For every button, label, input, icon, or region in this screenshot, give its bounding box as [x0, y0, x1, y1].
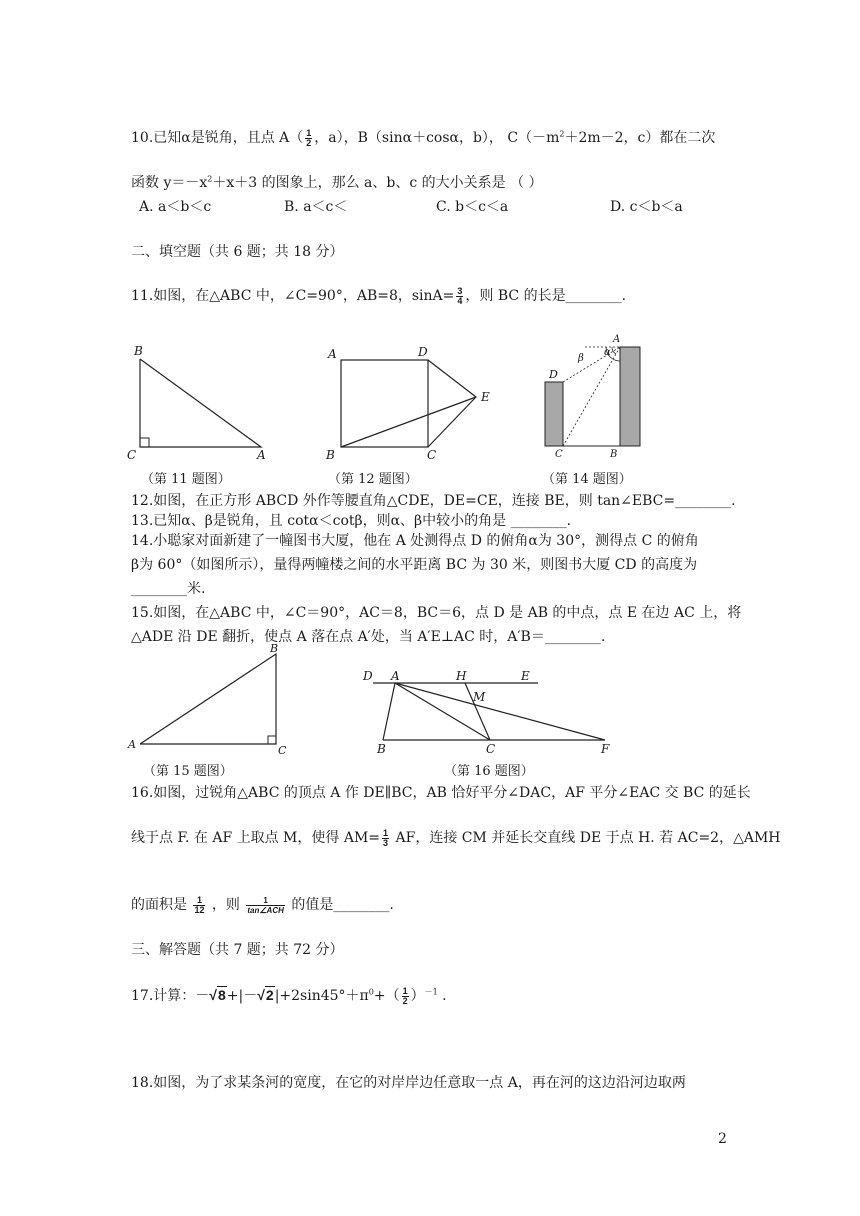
label-A: A — [391, 669, 400, 683]
q12-text: 12.如图，在正方形 ABCD 外作等腰直角△CDE，DE=CE，连接 BE，则 tan∠EBC=________. — [131, 493, 736, 509]
q16-line3: 的面积是 $\frac{1}{12}$ ，则 $\frac{1}{\text{tan∠ACH}}$ 的值是________. — [131, 894, 394, 915]
label-A: A — [128, 738, 136, 751]
label-C: C — [278, 744, 287, 757]
label-A: A — [257, 448, 266, 462]
square-root: √2 — [257, 987, 274, 1003]
label-M: M — [473, 690, 486, 704]
label-B: B — [326, 448, 335, 462]
fraction: $\frac{1}{\text{tan∠ACH}}$ — [247, 895, 284, 915]
label-C: C — [486, 742, 496, 756]
q10-option-c: C. b＜c＜a — [436, 199, 509, 215]
q10-option-b: B. a＜c＜ — [284, 199, 348, 215]
q17-text: 17.计算：$-√8+|-√2|+2\sin 45^\circ+\pi^0+$（ $\frac{1}{2}$ ）$^{-1}$ . — [131, 985, 447, 1006]
q10-option-d: D. c＜b＜a — [610, 199, 683, 215]
fraction: $\frac{1}{2}$ — [306, 127, 312, 148]
figure-12-caption: （第 12 题图） — [328, 472, 418, 487]
q15-line2: △ADE 沿 DE 翻折，使点 A 落在点 A′处，当 A′E⊥AC 时，A′B＝________. — [131, 629, 606, 645]
label-B: B — [134, 344, 143, 358]
section-title: 二、填空题（共 6 题；共 18 分） — [131, 244, 344, 260]
figure-15 — [125, 640, 300, 765]
label-D: D — [363, 669, 373, 683]
figure-11 — [125, 340, 275, 465]
label-C: C — [427, 448, 437, 462]
q10-line1: 10.已知α是锐角，且点 A（ $\frac{1}{2}$ ，a），B（sinα＋cosα，b）， $C(-m^2+2m-2$，c）都在二次 — [131, 127, 716, 148]
q14-line1: 14.小聪家对面新建了一幢图书大厦，他在 A 处测得点 D 的俯角α为 30°，测得点 C 的俯角 — [131, 533, 699, 549]
label-B: B — [610, 449, 618, 460]
q10-option-a: A. a＜b＜c — [139, 199, 212, 215]
q15-line1: 15.如图，在△ABC 中，∠C＝90°，AC＝8，BC＝6，点 D 是 AB 的中点，点 E 在边 AC 上，将 — [131, 605, 742, 621]
q14-line3: ________米. — [131, 581, 206, 597]
label-B: B — [377, 742, 386, 756]
q11-text: 11.如图，在△ABC 中，∠C=90°，AB=8，sinA= $\frac{3}{4}$ ，则 BC 的长是________. — [131, 285, 627, 306]
figure-15-caption: （第 15 题图） — [143, 764, 233, 779]
label-A: A — [328, 347, 337, 361]
figure-12 — [322, 340, 502, 465]
q13-text: 13.已知α、β是锐角，且 cotα＜cotβ，则α、β中较小的角是 ________. — [131, 513, 572, 529]
figure-16 — [360, 665, 620, 760]
label-C: C — [127, 448, 137, 462]
q16-line1: 16.如图，过锐角△ABC 的顶点 A 作 DE∥BC，AB 恰好平分∠DAC，AF 平分∠EAC 交 BC 的延长 — [131, 785, 751, 801]
label-B: B — [270, 642, 279, 655]
figure-14-caption: （第 14 题图） — [542, 472, 632, 487]
label-F: F — [601, 742, 610, 756]
figure-16-caption: （第 16 题图） — [444, 764, 534, 779]
fraction: $\frac{1}{3}$ — [383, 827, 389, 848]
label-C: C — [555, 449, 563, 460]
q14-line2: β为 60°（如图所示），量得两幢楼之间的水平距离 BC 为 30 米，则图书大厦 CD 的高度为 — [131, 557, 698, 573]
figure-14 — [540, 330, 660, 465]
fraction: $\frac{3}{4}$ — [457, 285, 463, 306]
fraction: $\frac{1}{12}$ — [194, 894, 205, 915]
label-H: H — [456, 669, 467, 683]
q16-line2: 线于点 F. 在 AF 上取点 M，使得 AM= $\frac{1}{3}$ AF，连接 CM 并延长交直线 DE 于点 H. 若 AC=2，△AMH — [131, 827, 781, 848]
q18-text: 18.如图，为了求某条河的宽度，在它的对岸岸边任意取一点 A，再在河的这边沿河边取两 — [131, 1075, 686, 1091]
fraction: $\frac{1}{2}$ — [402, 985, 408, 1006]
label-D: D — [418, 345, 428, 359]
label-A: A — [613, 334, 621, 345]
square-root: √8 — [209, 987, 226, 1003]
label-beta: β — [578, 353, 584, 364]
label-E: E — [481, 390, 490, 404]
q10-line2: 函数 $y=-x^2+x+3$ 的图象上，那么 a、b、c 的大小关系是 （ ） — [131, 174, 543, 191]
label-D: D — [549, 368, 558, 381]
label-alpha: α — [604, 347, 611, 358]
page-number: 2 — [718, 1131, 727, 1147]
section-title: 三、解答题（共 7 题；共 72 分） — [131, 942, 344, 958]
figure-11-caption: （第 11 题图） — [141, 472, 231, 487]
label-E: E — [521, 669, 530, 683]
